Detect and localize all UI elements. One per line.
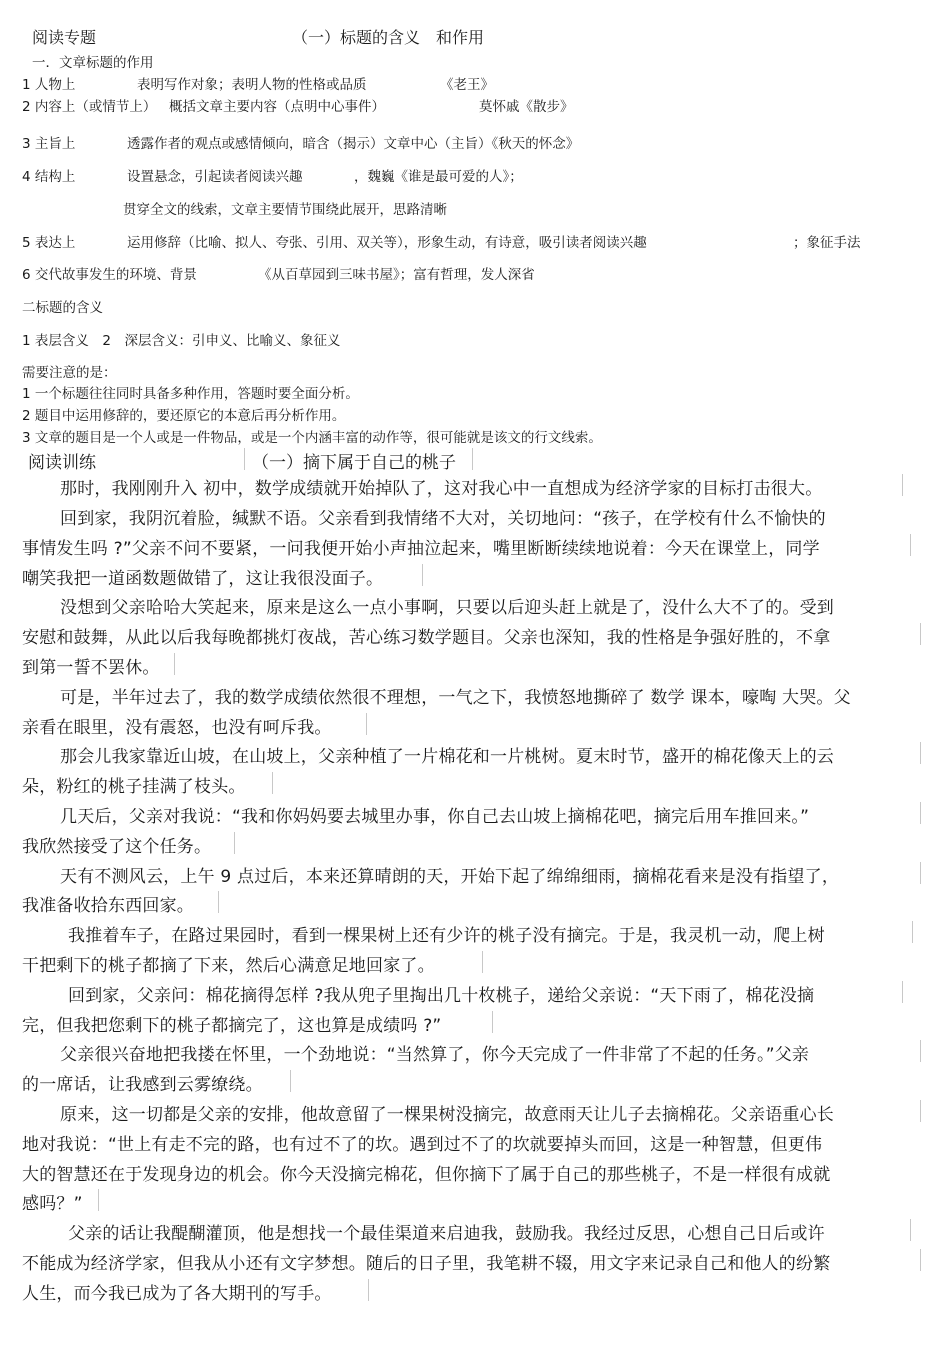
item-example: ，魏巍《谁是最可爱的人》； [354,169,523,185]
line-rule [22,623,921,645]
item-desc: 表明写作对象；表明人物的性格或品质 [137,77,367,93]
essay-line: 回到家，我阴沉着脸，缄默不语。父亲看到我情绪不大对，关切地问：“孩子，在学校有什么不愉快的 [60,509,826,529]
item-desc: 贯穿全文的线索，文章主要情节围绕此展开，思路清晰 [123,202,447,218]
essay-line: 到第一誓不罢休。 [22,658,160,678]
note-item: 3 文章的题目是一个人或是一件物品，或是一个内涵丰富的动作等，很可能就是该文的行文线索。 [22,430,602,446]
line-rule [22,981,903,1003]
essay-line: 地对我说：“世上有走不完的路，也有过不了的坎。遇到过不了的坎就要掉头而回，这是一种智慧，但更伟 [22,1135,823,1155]
line-rule [22,832,235,854]
line-rule [22,1219,911,1241]
page-topic: 阅读专题 [32,28,97,47]
line-rule [22,772,273,794]
line-rule [22,921,913,943]
line-rule [22,1100,921,1122]
essay-line: 大的智慧还在于发现身边的机会。你今天没摘完棉花，但你摘下了属于自己的那些桃子，不是一样很有成就 [22,1165,831,1185]
line-rule [22,891,219,913]
page-title: （一）标题的含义 和作用 [292,28,485,47]
item-desc: 设置悬念，引起读者阅读兴趣 [127,169,303,185]
item-example: 《老王》 [440,77,494,93]
item-example: ；象征手法 [793,235,861,251]
item-label: 1 人物上 [22,77,76,93]
notes-heading: 需要注意的是： [22,365,117,381]
essay-line: 我欣然接受了这个任务。 [22,837,212,857]
essay-line: 父亲的话让我醍醐灌顶，他是想找一个最佳渠道来启迪我，鼓励我。我经过反思，心想自己日后或许 [68,1224,825,1244]
practice-title: （一）摘下属于自己的桃子 [252,453,456,473]
essay-line: 父亲很兴奋地把我搂在怀里，一个劲地说：“当然算了，你今天完成了一件非常了不起的任务。”父亲 [60,1045,810,1065]
essay-line: 事情发生吗 ?”父亲不问不要紧，一问我便开始小声抽泣起来，嘴里断断续续地说着：今天在课堂上，同学 [22,539,820,559]
essay-line: 完，但我把您剩下的桃子都摘完了，这也算是成绩吗 ?” [22,1016,442,1036]
item-desc: 运用修辞（比喻、拟人、夸张、引用、双关等），形象生动，有诗意，吸引读者阅读兴趣 [127,235,647,251]
essay-line: 可是，半年过去了，我的数学成绩依然很不理想，一气之下，我愤怒地撕碎了 数学 课本，嚎啕 大哭。父 [60,688,851,708]
line-rule [22,1249,921,1271]
essay-line: 那时，我刚刚升入 初中，数学成绩就开始掉队了，这对我心中一直想成为经济学家的目标打击很大。 [60,479,823,499]
line-rule [22,802,921,824]
section2-line: 1 表层含义 2 深层含义：引申义、比喻义、象征义 [22,333,341,349]
essay-line: 不能成为经济学家，但我从小还有文字梦想。随后的日子里，我笔耕不辍，用文字来记录自己和他人的纷繁 [22,1254,831,1274]
essay-line: 回到家，父亲问：棉花摘得怎样 ?我从兜子里掏出几十枚桃子，递给父亲说：“天下雨了，棉花没摘 [68,986,815,1006]
essay-line: 没想到父亲哈哈大笑起来，原来是这么一点小事啊，只要以后迎头赶上就是了，没什么大不了的。受到 [60,598,834,618]
item-desc: 《从百草园到三味书屋》；富有哲理，发人深省 [258,267,535,283]
essay-line: 感吗？” [22,1194,83,1214]
line-rule [22,1189,99,1211]
line-rule [22,862,921,884]
line-rule [22,951,483,973]
practice-label-box [22,448,245,470]
essay-line: 我推着车子，在路过果园时，看到一棵果树上还有少许的桃子没有摘完。于是，我灵机一动，爬上树 [68,926,825,946]
line-rule [22,1279,369,1301]
essay-line: 朵，粉红的桃子挂满了枝头。 [22,777,246,797]
note-item: 1 一个标题往往同时具备多种作用，答题时要全面分析。 [22,386,359,402]
item-label: 6 交代故事发生的环境、背景 [22,267,197,283]
essay-line: 那会儿我家靠近山坡，在山坡上，父亲种植了一片棉花和一片桃树。夏末时节，盛开的棉花像天上的云 [60,747,834,767]
essay-line: 几天后，父亲对我说：“我和你妈妈要去城里办事，你自己去山坡上摘棉花吧，摘完后用车推回来。” [60,807,810,827]
line-rule [22,653,175,675]
item-label: 4 结构上 [22,169,76,185]
line-rule [22,1011,493,1033]
line-rule [22,474,903,496]
section1-heading: 一．文章标题的作用 [32,55,154,71]
practice-label: 阅读训练 [28,453,96,473]
item-example: 莫怀戚《散步》 [479,99,574,115]
practice-title-box [244,448,473,470]
essay-line: 嘲笑我把一道函数题做错了，这让我很没面子。 [22,569,384,589]
essay-line: 安慰和鼓舞，从此以后我每晚都挑灯夜战，苦心练习数学题目。父亲也深知，我的性格是争强好胜的，不拿 [22,628,831,648]
essay-line: 人生，而今我已成为了各大期刊的写手。 [22,1284,332,1304]
item-desc: 透露作者的观点或感情倾向，暗含（揭示）文章中心（主旨）《秋天的怀念》 [127,136,580,152]
line-rule [22,564,423,586]
line-rule [22,534,911,556]
essay-line: 干把剩下的桃子都摘了下来，然后心满意足地回家了。 [22,956,435,976]
section2-heading: 二标题的含义 [22,300,103,316]
essay-line: 的一席话，让我感到云雾缭绕。 [22,1075,263,1095]
line-rule [22,1040,921,1062]
line-rule [22,713,367,735]
essay-line: 亲看在眼里，没有震怒，也没有呵斥我。 [22,718,332,738]
essay-line: 天有不测风云，上午 9 点过后，本来还算晴朗的天，开始下起了绵绵细雨，摘棉花看来是没有指望了， [60,867,840,887]
item-label: 2 内容上（或情节上） [22,99,157,115]
item-label: 5 表达上 [22,235,76,251]
essay-line: 原来，这一切都是父亲的安排，他故意留了一棵果树没摘完，故意雨天让儿子去摘棉花。父亲语重心长 [60,1105,834,1125]
essay-line: 我准备收拾东西回家。 [22,896,194,916]
line-rule [22,1070,291,1092]
item-desc: 概括文章主要内容（点明中心事件） [169,99,385,115]
item-label: 3 主旨上 [22,136,76,152]
line-rule [22,742,921,764]
note-item: 2 题目中运用修辞的，要还原它的本意后再分析作用。 [22,408,346,424]
